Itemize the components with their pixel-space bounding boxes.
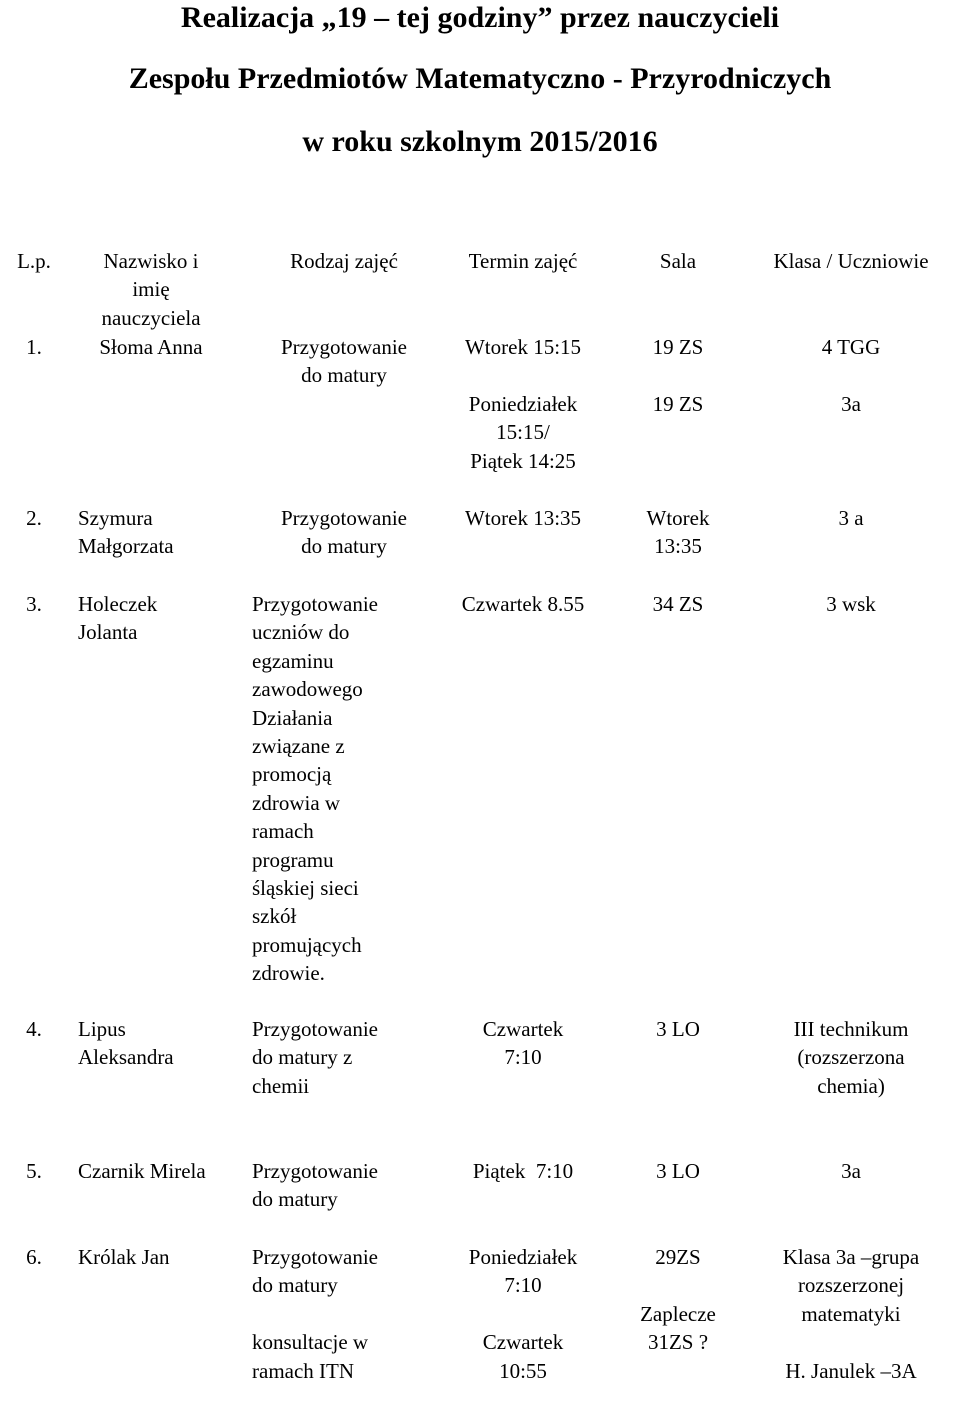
class-term-line xyxy=(440,361,606,389)
room-line: Wtorek xyxy=(646,506,710,530)
class-term xyxy=(440,504,606,532)
col-header-name xyxy=(62,247,240,332)
teacher-name-line: Szymura xyxy=(78,506,153,530)
teacher-name xyxy=(62,590,240,647)
class-students-line: (rozszerzona xyxy=(797,1045,905,1070)
teacher-name xyxy=(62,1015,240,1072)
class-term-line: 15:15/ xyxy=(496,420,550,445)
class-term xyxy=(440,1243,606,1385)
class-term xyxy=(440,1157,606,1185)
room xyxy=(604,1157,752,1185)
class-type-line: Przygotowanie xyxy=(281,335,407,359)
room-line: 29ZS xyxy=(655,1245,701,1269)
col-header-class: Klasa / Uczniowie xyxy=(773,249,929,273)
teacher-name-line: Małgorzata xyxy=(78,534,174,559)
row-number: 3. xyxy=(26,592,42,616)
teacher-name xyxy=(62,1243,240,1271)
class-type-line: ramach ITN xyxy=(252,1358,355,1383)
col-header-lp: L.p. xyxy=(17,249,51,273)
class-term-line: Czwartek xyxy=(482,1330,564,1355)
room xyxy=(604,590,752,618)
class-students-line: matematyki xyxy=(801,1301,901,1326)
class-term-line: 7:10 xyxy=(504,1045,542,1070)
class-type-line xyxy=(252,1300,442,1328)
class-term-line: 7:10 xyxy=(504,1273,542,1298)
class-type-line: konsultacje w xyxy=(252,1330,369,1355)
class-type-line: zawodowego xyxy=(252,677,363,702)
room-line: 13:35 xyxy=(654,534,702,559)
row-number: 6. xyxy=(26,1245,42,1269)
class-students-line: 3a xyxy=(841,1159,861,1183)
class-type-line: Działania xyxy=(252,705,333,730)
class-students xyxy=(746,1243,956,1385)
class-students-line: chemia) xyxy=(817,1073,885,1098)
class-term-line: Poniedziałek xyxy=(468,1245,578,1269)
class-type-line: ramach xyxy=(252,819,314,844)
class-type-line: Przygotowanie xyxy=(252,592,378,616)
class-students xyxy=(746,333,956,418)
class-type-line: szkół xyxy=(252,904,297,929)
class-term xyxy=(440,1015,606,1072)
row-number: 2. xyxy=(26,506,42,530)
class-term-line: Piątek 7:10 xyxy=(472,1159,574,1183)
class-type-line: chemii xyxy=(252,1073,310,1098)
document-title-line-3: w roku szkolnym 2015/2016 xyxy=(302,125,658,158)
class-type-line: do matury xyxy=(301,534,387,559)
class-students xyxy=(746,590,956,618)
teacher-name-line: Słoma Anna xyxy=(99,335,203,359)
class-term-line: Wtorek 13:35 xyxy=(464,506,582,530)
class-type-line: związane z xyxy=(252,734,345,759)
teacher-name-line: Jolanta xyxy=(78,620,138,645)
row-number: 4. xyxy=(26,1017,42,1041)
room-line xyxy=(604,361,752,389)
class-students-line: Klasa 3a –grupa xyxy=(782,1245,920,1269)
class-term-line: Czwartek xyxy=(482,1017,564,1041)
class-term-line xyxy=(440,1300,606,1328)
class-students-line: III technikum xyxy=(793,1017,909,1041)
room-line: 19 ZS xyxy=(652,335,704,359)
col-header-name-line: nauczyciela xyxy=(101,305,201,330)
class-type xyxy=(244,333,444,390)
room-line: 3 LO xyxy=(656,1017,700,1041)
class-type-line: do matury xyxy=(252,1187,338,1212)
class-students-line xyxy=(746,1328,956,1356)
col-header-type: Rodzaj zajęć xyxy=(290,249,398,273)
class-term-line: 10:55 xyxy=(499,1358,547,1383)
col-header-name-line: imię xyxy=(132,277,170,302)
class-students-line: rozszerzonej xyxy=(797,1273,905,1298)
class-students-line: 4 TGG xyxy=(821,335,881,359)
class-type-line: Przygotowanie xyxy=(281,506,407,530)
class-type xyxy=(252,1015,442,1100)
class-students-line: 3a xyxy=(841,391,861,416)
col-header-room: Sala xyxy=(659,249,697,273)
class-type-line: do matury xyxy=(301,363,387,388)
room xyxy=(604,1243,752,1357)
class-students xyxy=(746,1015,956,1100)
room-line: 19 ZS xyxy=(652,391,704,416)
teacher-name xyxy=(62,333,240,361)
class-type-line: Przygotowanie xyxy=(252,1159,378,1183)
class-type-line: egzaminu xyxy=(252,648,334,673)
room-line xyxy=(604,1271,752,1299)
class-term-line: Piątek 14:25 xyxy=(470,448,576,473)
class-term xyxy=(440,590,606,618)
col-header-term: Termin zajęć xyxy=(468,249,578,273)
class-type-line: do matury z xyxy=(252,1045,353,1070)
room-line: 34 ZS xyxy=(652,592,704,616)
class-students-line: 3 a xyxy=(838,506,864,530)
room xyxy=(604,504,752,561)
row-number: 5. xyxy=(26,1159,42,1183)
class-type-line: uczniów do xyxy=(252,620,350,645)
class-type xyxy=(252,1243,442,1385)
class-type xyxy=(244,504,444,561)
class-type-line: Przygotowanie xyxy=(252,1017,378,1041)
class-type-line: zdrowia w xyxy=(252,790,341,815)
class-type xyxy=(252,1157,442,1214)
teacher-name xyxy=(62,1157,240,1185)
row-number: 1. xyxy=(26,335,42,359)
room xyxy=(604,333,752,418)
room xyxy=(604,1015,752,1043)
class-students-line xyxy=(746,361,956,389)
class-students xyxy=(746,1157,956,1185)
room-line: Zaplecze xyxy=(640,1301,716,1326)
class-type-line: do matury xyxy=(252,1273,338,1298)
class-type-line: promocją xyxy=(252,762,332,787)
document-title-line-2: Zespołu Przedmiotów Matematyczno - Przyrodniczych xyxy=(128,62,832,95)
class-students-line: H. Janulek –3A xyxy=(785,1358,917,1383)
room-line: 3 LO xyxy=(656,1159,700,1183)
class-type-line: śląskiej sieci xyxy=(252,876,359,901)
teacher-name-line: Czarnik Mirela xyxy=(78,1159,206,1183)
teacher-name xyxy=(62,504,240,561)
class-term-line: Czwartek 8.55 xyxy=(461,592,585,616)
room-line: 31ZS ? xyxy=(647,1330,709,1355)
class-term-line: Wtorek 15:15 xyxy=(464,335,582,359)
teacher-name-line: Aleksandra xyxy=(78,1045,174,1070)
class-type-line: Przygotowanie xyxy=(252,1245,378,1269)
class-type-line: promujących xyxy=(252,932,362,957)
teacher-name-line: Holeczek xyxy=(78,592,158,616)
class-type-line: programu xyxy=(252,847,334,872)
class-type xyxy=(252,590,442,988)
teacher-name-line: Lipus xyxy=(78,1017,126,1041)
class-term-line: Poniedziałek xyxy=(468,391,578,416)
teacher-name-line: Królak Jan xyxy=(78,1245,170,1269)
document-title-line-1: Realizacja „19 – tej godziny” przez nauczycieli xyxy=(180,1,780,34)
class-type-line: zdrowie. xyxy=(252,961,325,986)
class-students xyxy=(746,504,956,532)
col-header-name-line: Nazwisko i xyxy=(103,249,199,273)
class-students-line: 3 wsk xyxy=(826,592,876,616)
class-term xyxy=(440,333,606,475)
